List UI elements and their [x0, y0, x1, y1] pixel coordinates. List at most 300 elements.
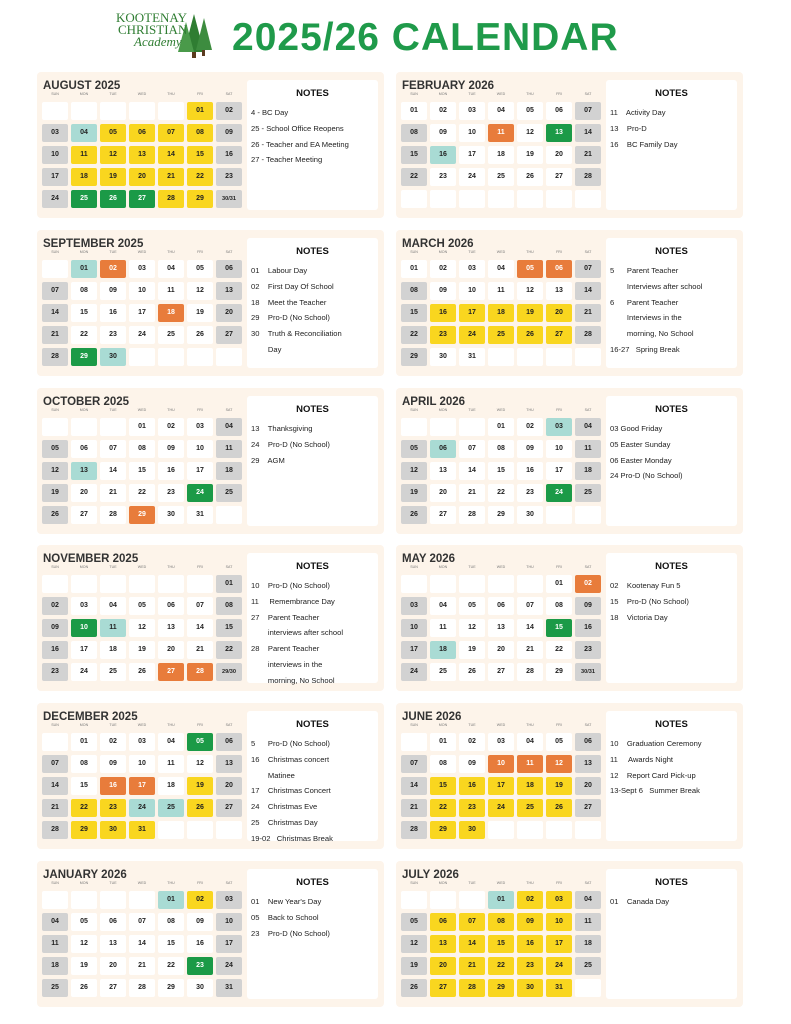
day-cell: 06	[100, 913, 126, 931]
day-cell: 24	[42, 190, 68, 208]
notes-box	[247, 553, 378, 683]
day-cell: 03	[187, 418, 213, 436]
notes-list	[610, 736, 737, 799]
weekday-label: SAT	[584, 565, 592, 569]
weekday-label: FRI	[197, 565, 203, 569]
month-panel	[37, 388, 384, 534]
weekday-label: FRI	[197, 250, 203, 254]
day-cell: 29	[187, 190, 213, 208]
day-cell: 11	[575, 913, 601, 931]
day-cell: 13	[488, 619, 514, 637]
month-title: AUGUST 2025	[43, 80, 121, 92]
note-item: morning, No School	[251, 675, 335, 685]
day-cell: 28	[187, 663, 213, 681]
day-cell: 08	[129, 440, 155, 458]
day-cell: 26	[42, 506, 68, 524]
day-cell: 01	[216, 575, 242, 593]
day-cell: 28	[100, 506, 126, 524]
note-item: 01 New Year's Day	[251, 897, 322, 906]
day-cell: 11	[575, 440, 601, 458]
day-cell: 28	[517, 663, 543, 681]
day-cell: 08	[158, 913, 184, 931]
weekday-label: THU	[526, 92, 534, 96]
day-cell	[158, 102, 184, 120]
note-item: 02 First Day Of School	[251, 281, 334, 291]
day-cell: 06	[216, 260, 242, 278]
day-cell	[129, 891, 155, 909]
weekday-label: MON	[438, 881, 448, 885]
weekday-label: FRI	[556, 723, 562, 727]
day-cell: 12	[42, 462, 68, 480]
day-cell: 04	[575, 418, 601, 436]
day-cell: 02	[430, 260, 456, 278]
day-cell: 03	[216, 891, 242, 909]
day-cell	[216, 506, 242, 524]
weekday-label: SAT	[584, 250, 592, 254]
day-cell: 09	[430, 124, 456, 142]
day-cell: 14	[459, 462, 485, 480]
day-cell: 06	[546, 260, 572, 278]
day-cell	[100, 891, 126, 909]
day-cell: 10	[546, 913, 572, 931]
weekday-label: WED	[137, 881, 147, 885]
month-panel	[396, 545, 743, 691]
weekday-label: THU	[167, 881, 175, 885]
day-cell: 10	[459, 124, 485, 142]
day-cell: 09	[430, 282, 456, 300]
day-cell: 31	[216, 979, 242, 997]
notes-title: NOTES	[655, 404, 688, 415]
day-cell: 22	[129, 484, 155, 502]
day-cell: 16	[187, 935, 213, 953]
day-cell: 24	[488, 799, 514, 817]
day-cell	[187, 821, 213, 839]
day-cell	[546, 821, 572, 839]
weekday-label: TUE	[109, 250, 117, 254]
weekday-label: WED	[137, 723, 147, 727]
day-cell: 09	[42, 619, 68, 637]
notes-box	[606, 396, 737, 526]
day-cell: 01	[430, 733, 456, 751]
note-item: 16 Christmas concert	[251, 754, 330, 764]
day-cell: 24	[129, 326, 155, 344]
notes-list	[251, 105, 378, 168]
day-cell: 30/31	[216, 190, 242, 208]
weekday-label: THU	[526, 881, 534, 885]
day-cell: 29	[71, 821, 97, 839]
day-cell: 31	[459, 348, 485, 366]
day-cell: 03	[546, 891, 572, 909]
weekday-label: FRI	[197, 881, 203, 885]
day-cell: 05	[100, 124, 126, 142]
day-cell: 31	[187, 506, 213, 524]
day-cell: 02	[459, 733, 485, 751]
day-cell	[71, 891, 97, 909]
day-cell	[100, 102, 126, 120]
notes-list	[251, 736, 378, 847]
day-cell: 18	[42, 957, 68, 975]
day-cell: 02	[158, 418, 184, 436]
day-cell: 03	[129, 733, 155, 751]
notes-list	[610, 421, 737, 484]
day-cell: 29	[71, 348, 97, 366]
note-item: interviews after school	[251, 628, 344, 638]
day-cell: 23	[216, 168, 242, 186]
day-cell: 19	[42, 484, 68, 502]
day-cell: 05	[401, 440, 427, 458]
day-cell: 12	[100, 146, 126, 164]
weekday-label: TUE	[109, 565, 117, 569]
day-cell: 22	[71, 799, 97, 817]
day-cell: 26	[517, 168, 543, 186]
day-cell: 11	[517, 755, 543, 773]
day-cell: 08	[71, 282, 97, 300]
note-item: Matinee	[251, 770, 295, 780]
day-cell: 25	[100, 663, 126, 681]
month-title: SEPTEMBER 2025	[43, 238, 144, 250]
weekday-label: SUN	[410, 408, 418, 412]
day-cell	[401, 733, 427, 751]
day-cell: 27	[430, 979, 456, 997]
day-cell: 05	[187, 260, 213, 278]
day-cell: 09	[459, 755, 485, 773]
day-cell: 13	[216, 282, 242, 300]
notes-list	[610, 263, 737, 358]
day-cell	[158, 348, 184, 366]
note-item: 25 - School Office Reopens	[251, 123, 344, 133]
day-cell: 04	[158, 733, 184, 751]
day-cell: 18	[100, 641, 126, 659]
day-cell	[42, 575, 68, 593]
day-cell: 09	[100, 755, 126, 773]
day-cell: 29	[129, 506, 155, 524]
day-cell: 05	[187, 733, 213, 751]
day-cell: 20	[546, 146, 572, 164]
note-item: 24 Pro-D (No School)	[610, 471, 683, 481]
notes-title: NOTES	[655, 561, 688, 572]
day-cell: 30	[100, 821, 126, 839]
day-cell: 10	[71, 619, 97, 637]
day-cell: 18	[488, 304, 514, 322]
day-cell: 11	[430, 619, 456, 637]
day-cell: 29	[158, 979, 184, 997]
note-item: 24 Christmas Eve	[251, 802, 318, 812]
day-cell: 25	[488, 326, 514, 344]
day-cell: 16	[459, 777, 485, 795]
day-cell: 06	[129, 124, 155, 142]
day-cell: 19	[100, 168, 126, 186]
day-cell: 22	[216, 641, 242, 659]
day-cell: 25	[575, 957, 601, 975]
day-cell: 13	[216, 755, 242, 773]
day-cell: 15	[488, 935, 514, 953]
day-cell: 21	[42, 326, 68, 344]
month-title: DECEMBER 2025	[43, 711, 138, 723]
notes-list	[251, 578, 378, 689]
weekday-label: SAT	[584, 408, 592, 412]
day-cell	[517, 821, 543, 839]
day-cell: 01	[71, 260, 97, 278]
day-cell: 21	[129, 957, 155, 975]
day-cell	[430, 575, 456, 593]
day-cell: 07	[575, 260, 601, 278]
day-cell: 30	[517, 979, 543, 997]
weekday-label: WED	[137, 408, 147, 412]
day-cell: 04	[42, 913, 68, 931]
day-cell: 19	[459, 641, 485, 659]
day-cell	[401, 575, 427, 593]
note-item: 25 Christmas Day	[251, 817, 318, 827]
day-cell: 24	[546, 957, 572, 975]
notes-box	[606, 553, 737, 683]
day-cell: 15	[488, 462, 514, 480]
day-cell: 27	[546, 168, 572, 186]
weekday-label: MON	[79, 881, 89, 885]
day-cell: 21	[517, 641, 543, 659]
note-item: 06 Easter Monday	[610, 455, 672, 465]
day-cell: 06	[71, 440, 97, 458]
day-cell: 20	[100, 957, 126, 975]
weekday-label: THU	[167, 408, 175, 412]
day-cell: 25	[488, 168, 514, 186]
day-cell: 25	[517, 799, 543, 817]
day-cell: 26	[401, 506, 427, 524]
day-cell: 15	[546, 619, 572, 637]
day-cell	[488, 575, 514, 593]
note-item: 27 - Teacher Meeting	[251, 155, 323, 165]
logo-line-1: KOOTENAY	[116, 10, 188, 25]
day-cell: 28	[459, 979, 485, 997]
day-cell: 03	[71, 597, 97, 615]
day-cell: 26	[459, 663, 485, 681]
day-cell: 17	[401, 641, 427, 659]
day-cell: 24	[459, 168, 485, 186]
day-cell: 17	[459, 304, 485, 322]
day-cell: 20	[216, 304, 242, 322]
day-cell	[517, 575, 543, 593]
weekday-label: TUE	[109, 723, 117, 727]
day-cell: 26	[401, 979, 427, 997]
notes-box	[247, 238, 378, 368]
day-cell: 22	[546, 641, 572, 659]
day-cell: 02	[42, 597, 68, 615]
notes-title: NOTES	[655, 719, 688, 730]
day-cell: 31	[129, 821, 155, 839]
day-cell: 06	[488, 597, 514, 615]
weekday-label: MON	[438, 250, 448, 254]
day-cell: 20	[71, 484, 97, 502]
logo-line-3: Academy	[134, 34, 182, 49]
day-cell: 24	[459, 326, 485, 344]
note-item: 18 Victoria Day	[610, 612, 668, 622]
month-panel	[37, 545, 384, 691]
day-cell: 09	[517, 913, 543, 931]
month-title: JULY 2026	[402, 869, 459, 881]
day-cell: 24	[401, 663, 427, 681]
day-cell: 20	[546, 304, 572, 322]
note-item: 4 - BC Day	[251, 108, 289, 117]
day-cell: 17	[42, 168, 68, 186]
day-cell	[187, 575, 213, 593]
weekday-label: TUE	[468, 250, 476, 254]
day-cell: 11	[100, 619, 126, 637]
day-cell: 29	[430, 821, 456, 839]
note-item: 05 Back to School	[251, 912, 319, 922]
day-cell: 14	[158, 146, 184, 164]
day-cell: 18	[158, 304, 184, 322]
day-cell: 14	[575, 282, 601, 300]
day-cell: 10	[129, 755, 155, 773]
day-cell: 06	[430, 913, 456, 931]
month-panel	[396, 230, 743, 376]
month-panel	[37, 861, 384, 1007]
month-panel	[396, 72, 743, 218]
day-cell	[71, 102, 97, 120]
day-cell: 30	[459, 821, 485, 839]
day-cell: 10	[42, 146, 68, 164]
day-cell: 16	[517, 462, 543, 480]
day-cell: 10	[546, 440, 572, 458]
day-cell: 20	[216, 777, 242, 795]
day-cell: 30	[187, 979, 213, 997]
day-cell	[575, 979, 601, 997]
day-cell: 19	[129, 641, 155, 659]
notes-title: NOTES	[655, 877, 688, 888]
day-cell: 12	[71, 935, 97, 953]
day-cell: 09	[100, 282, 126, 300]
weekday-label: TUE	[468, 723, 476, 727]
weekday-label: WED	[496, 92, 506, 96]
day-cell: 04	[488, 260, 514, 278]
day-cell: 07	[517, 597, 543, 615]
day-cell: 27	[158, 663, 184, 681]
note-item: 11 Activity Day	[610, 108, 666, 117]
page-title: 2025/26 CALENDAR	[232, 16, 619, 59]
note-item: 6 Parent Teacher	[610, 297, 679, 307]
day-cell: 13	[71, 462, 97, 480]
day-cell: 03	[42, 124, 68, 142]
day-cell: 17	[187, 462, 213, 480]
day-cell: 13	[129, 146, 155, 164]
day-cell: 18	[430, 641, 456, 659]
page-header	[0, 0, 791, 70]
day-cell	[158, 575, 184, 593]
day-cell: 10	[488, 755, 514, 773]
weekday-label: MON	[79, 92, 89, 96]
notes-box	[606, 80, 737, 210]
weekday-label: SUN	[51, 565, 59, 569]
day-cell: 14	[187, 619, 213, 637]
day-cell: 23	[100, 326, 126, 344]
day-cell: 17	[488, 777, 514, 795]
note-item: 10 Graduation Ceremony	[610, 739, 702, 748]
day-cell	[430, 418, 456, 436]
notes-list	[251, 894, 378, 941]
day-cell: 05	[546, 733, 572, 751]
day-cell: 15	[129, 462, 155, 480]
note-item: Day	[251, 344, 282, 354]
day-cell: 13	[546, 124, 572, 142]
day-cell: 30	[517, 506, 543, 524]
weekday-label: SUN	[51, 408, 59, 412]
note-item: 01 Labour Day	[251, 266, 308, 275]
note-item: 13 Pro-D	[610, 123, 647, 133]
weekday-label: WED	[496, 881, 506, 885]
notes-list	[610, 105, 737, 152]
day-cell: 19	[187, 304, 213, 322]
day-cell: 15	[158, 935, 184, 953]
day-cell: 30	[430, 348, 456, 366]
day-cell: 26	[187, 799, 213, 817]
month-title: JANUARY 2026	[43, 869, 127, 881]
day-cell: 12	[129, 619, 155, 637]
day-cell: 16	[575, 619, 601, 637]
day-cell: 12	[401, 935, 427, 953]
day-cell: 22	[488, 957, 514, 975]
day-cell: 21	[459, 957, 485, 975]
day-cell: 29	[546, 663, 572, 681]
day-cell: 25	[216, 484, 242, 502]
day-cell: 05	[459, 597, 485, 615]
month-panel	[37, 703, 384, 849]
month-panel	[37, 230, 384, 376]
notes-list	[610, 578, 737, 625]
weekday-label: SUN	[410, 881, 418, 885]
day-cell: 07	[42, 282, 68, 300]
day-cell: 17	[71, 641, 97, 659]
day-cell: 22	[158, 957, 184, 975]
weekday-label: TUE	[109, 408, 117, 412]
weekday-label: FRI	[556, 881, 562, 885]
day-cell: 07	[158, 124, 184, 142]
note-item: 16-27 Spring Break	[610, 344, 680, 354]
day-cell: 08	[488, 440, 514, 458]
day-cell: 15	[401, 304, 427, 322]
weekday-label: SAT	[584, 881, 592, 885]
day-cell: 17	[216, 935, 242, 953]
day-cell	[216, 821, 242, 839]
day-cell: 12	[517, 124, 543, 142]
day-cell: 06	[575, 733, 601, 751]
day-cell: 12	[459, 619, 485, 637]
day-cell: 16	[158, 462, 184, 480]
month-panel	[396, 861, 743, 1007]
day-cell: 09	[158, 440, 184, 458]
day-cell: 25	[158, 799, 184, 817]
day-cell: 14	[100, 462, 126, 480]
weekday-label: MON	[79, 250, 89, 254]
month-title: FEBRUARY 2026	[402, 80, 495, 92]
weekday-label: WED	[496, 723, 506, 727]
day-cell: 06	[430, 440, 456, 458]
day-cell: 10	[129, 282, 155, 300]
day-cell: 16	[517, 935, 543, 953]
day-cell: 05	[401, 913, 427, 931]
day-cell	[459, 190, 485, 208]
day-cell: 25	[158, 326, 184, 344]
day-cell: 22	[488, 484, 514, 502]
day-cell: 14	[459, 935, 485, 953]
weekday-label: SAT	[225, 250, 233, 254]
school-logo	[116, 12, 216, 62]
day-cell	[459, 575, 485, 593]
day-cell: 18	[575, 462, 601, 480]
note-item: 29 AGM	[251, 455, 285, 465]
month-title: NOVEMBER 2025	[43, 553, 139, 565]
weekday-label: SAT	[584, 92, 592, 96]
day-cell: 07	[187, 597, 213, 615]
day-cell: 11	[71, 146, 97, 164]
